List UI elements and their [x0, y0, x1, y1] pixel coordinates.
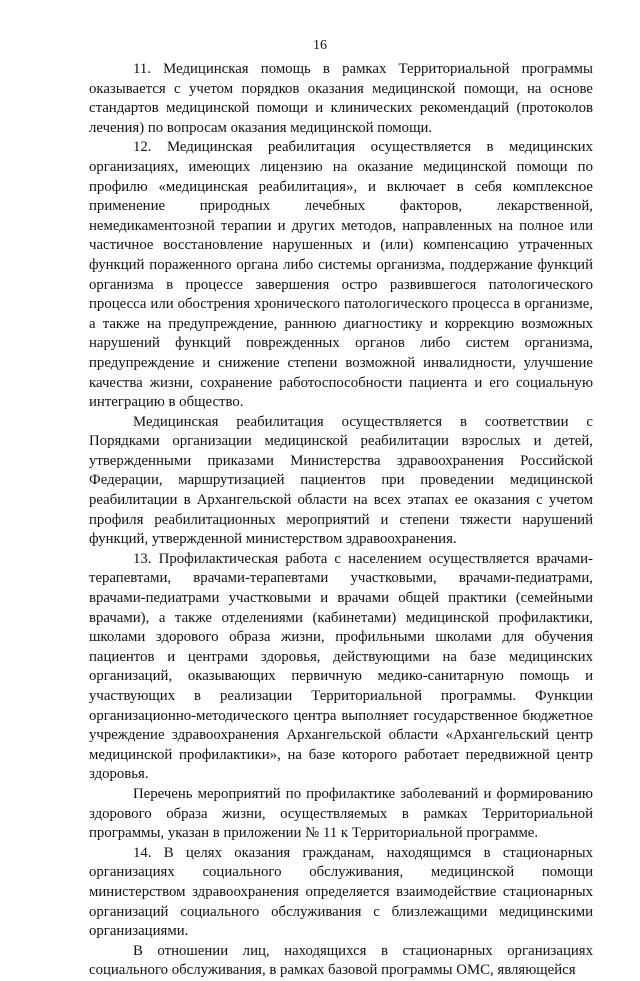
paragraph-item-14: 14. В целях оказания гражданам, находящимся в стационарных организациях социального обслуживания, медицинской помощи министерством здравоохранения определяется взаимодействие стационарных организаций социального обслуживания с близлежащими медицинскими организациями.	[89, 844, 593, 940]
paragraph-rehabilitation-procedure: Медицинская реабилитация осуществляется в соответствии с Порядками организации медицинской реабилитации взрослых и детей, утвержденными приказами Министерства здравоохранения Российской Федерации, маршрутизацией пациентов при проведении медицинской реабилитации в Архангельской области на всех этапах ее оказания с учетом профиля реабилитационных мероприятий и степени тяжести нарушений функций, утвержденной министерством здравоохранения.	[89, 413, 593, 548]
page-number: 16	[313, 38, 327, 53]
document-body	[89, 60, 593, 981]
paragraph-item-11: 11. Медицинская помощь в рамках Территориальной программы оказывается с учетом порядков оказания медицинской помощи, на основе стандартов медицинской помощи и клинических рекомендаций (протоколов лечения) по вопросам оказания медицинской помощи.	[89, 61, 593, 136]
paragraph-item-13: 13. Профилактическая работа с населением осуществляется врачами-терапевтами, врачами-терапевтами участковыми, врачами-педиатрами, врачами-педиатрами участковыми и врачами общей практики (семейными врачами), а также отделениями (кабинетами) медицинской профилактики, школами здорового образа жизни, профильными школами для обучения пациентов и центрами здоровья, действующими на базе медицинских организаций, оказывающих первичную медико-санитарную помощь и участвующих в реализации Территориальной программы. Функции организационно-методического центра выполняет государственное бюджетное учреждение здравоохранения Архангельской области «Архангельский центр медицинской профилактики», на базе которого работает передвижной центр здоровья.	[89, 550, 593, 783]
paragraph-item-12: 12. Медицинская реабилитация осуществляется в медицинских организациях, имеющих лицензию на оказание медицинской помощи по профилю «медицинская реабилитация», и включает в себя комплексное применение природных лечебных факторов, лекарственной, немедикаментозной терапии и других методов, направленных на полное или частичное восстановление нарушенных и (или) компенсацию утраченных функций пораженного органа либо системы организма, поддержание функций организма в процессе завершения остро развившегося патологического процесса или обострения хронического патологического процесса в организме, а также на предупреждение, раннюю диагностику и коррекцию возможных нарушений функций поврежденных органов либо систем организма, предупреждение и снижение степени возможной инвалидности, улучшение качества жизни, сохранение работоспособности пациента и его социальную интеграцию в общество.	[89, 139, 593, 411]
paragraph-continuation: В отношении лиц, находящихся в стационарных организациях социального обслуживания, в рамках базовой программы ОМС, являющейся	[89, 942, 593, 979]
paragraph-prevention-list: Перечень мероприятий по профилактике заболеваний и формированию здорового образа жизни, осуществляемых в рамках Территориальной программы, указан в приложении № 11 к Территориальной программе.	[89, 785, 593, 842]
